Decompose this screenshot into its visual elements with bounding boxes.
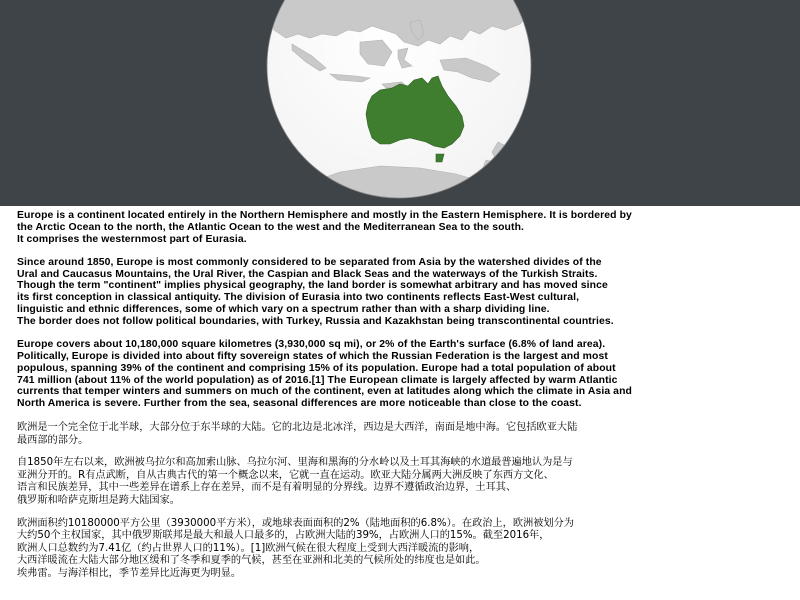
article-body <box>17 210 792 590</box>
map-banner <box>0 0 800 206</box>
globe-map-icon <box>0 0 800 206</box>
chinese-paragraph-1: 欧洲是一个完全位于北半球，大部分位于东半球的大陆。它的北边是北冰洋，西边是大西洋，南面是地中海。它包括欧亚大陆 最西部的部分。 <box>17 421 578 446</box>
english-paragraph-1: Europe is a continent located entirely in the Northern Hemisphere and mostly in the Eastern Hemisphere. It is bordered by the Arctic Ocean to the north, the Atlantic Ocean to the west and the Mediterranean Sea to the south. It comprises the westernmost part of Eurasia. <box>17 210 632 245</box>
english-paragraph-2: Since around 1850, Europe is most commonly considered to be separated from Asia by the watershed divides of the Ural and Caucasus Mountains, the Ural River, the Caspian and Black Seas and the waterways of the Turkish Straits. Though the term "continent" implies physical geography, the land border is somewhat arbitrary and has moved since its first conception in classical antiquity. The division of Eurasia into two continents reflects East-West cultural, linguistic and ethnic differences, some of which vary on a spectrum rather than with a sharp dividing line. The border does not follow political boundaries, with Turkey, Russia and Kazakhstan being transcontinental countries. <box>17 256 614 327</box>
english-paragraph-3: Europe covers about 10,180,000 square kilometres (3,930,000 sq mi), or 2% of the Earth's surface (6.8% of land area). Politically, Europe is divided into about fifty sovereign states of which the Russian Federation is the largest and most populous, spanning 39% of the continent and comprising 15% of its population. Europe had a total population of about 741 million (about 11% of the world population) as of 2016.[1] The European climate is largely affected by warm Atlantic currents that temper winters and summers on much of the continent, even at latitudes along which the climate in Asia and North America is severe. Further from the sea, seasonal differences are more noticeable than close to the coast. <box>17 339 632 410</box>
chinese-paragraph-3: 欧洲面积约10180000平方公里（3930000平方米），或地球表面面积的2%（陆地面积的6.8%）。在政治上，欧洲被划分为 大约50个主权国家，其中俄罗斯联邦是最大和最人口最多的，占欧洲大陆的39%，占欧洲人口的15%。截至2016年， 欧洲人口总数约为7.41亿（约占世界人口的11%）。[1]欧洲气候在很大程度上受到大西洋暖流的影响， 大西洋暖流在大陆大部分地区缓和了冬季和夏季的气候，甚至在亚洲和北美的气候所处的纬度也是如此。 埃弗雷。与海洋相比，季节差异比近海更为明显。 <box>17 517 574 579</box>
chinese-paragraph-2: 自1850年左右以来，欧洲被乌拉尔和高加索山脉、乌拉尔河、里海和黑海的分水岭以及土耳其海峡的水道最普遍地认为是与 亚洲分开的。R有点武断，自从古典古代的第一个概念以来，它就一直在运动。欧亚大陆分属两大洲反映了东西方文化、 语言和民族差异，其中一些差异在谱系上存在差异，而不是有着明显的分界线。边界不遵循政治边界，土耳其、 俄罗斯和哈萨克斯坦是跨大陆国家。 <box>17 457 573 506</box>
